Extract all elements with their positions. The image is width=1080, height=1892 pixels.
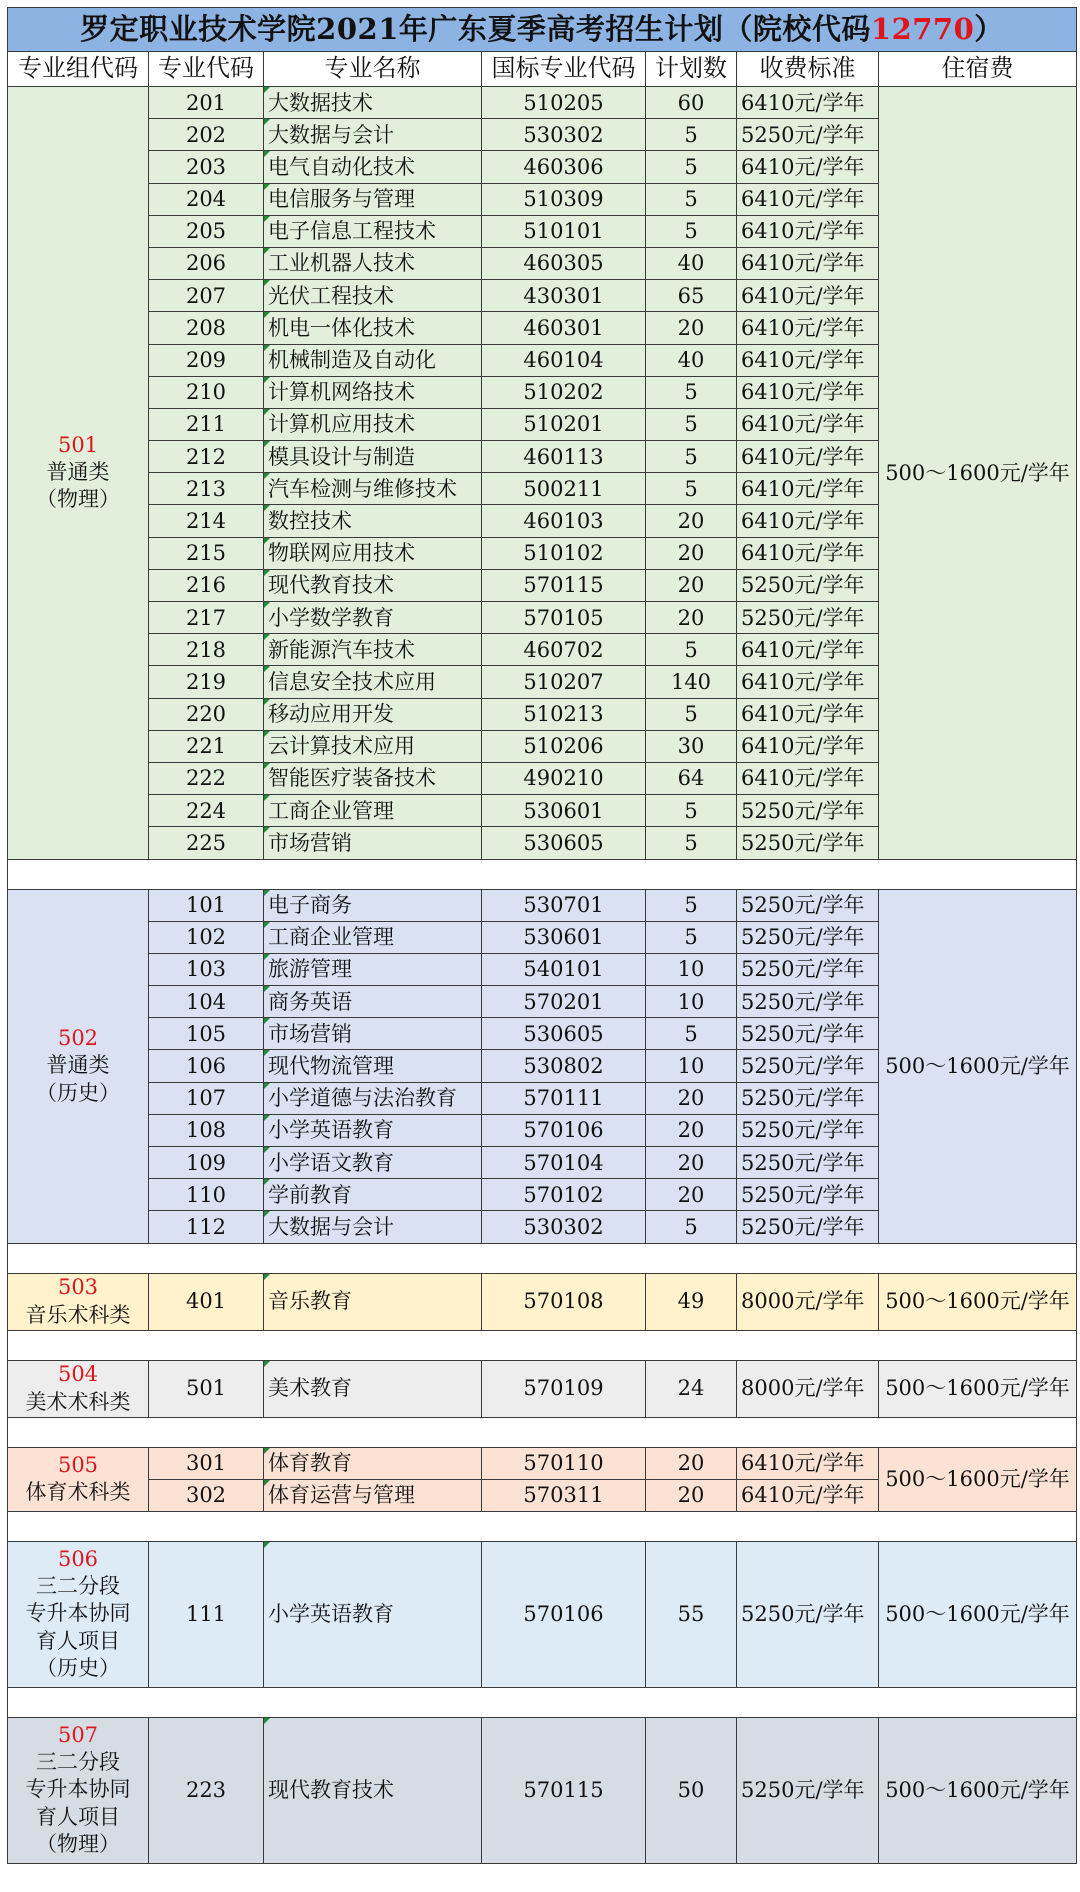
major-code: 206 — [149, 247, 264, 279]
plan-count: 55 — [646, 1541, 737, 1687]
major-code: 204 — [149, 183, 264, 215]
major-name: 汽车检测与维修技术 — [264, 473, 482, 505]
national-code: 500211 — [482, 473, 646, 505]
major-name: 小学数学教育 — [264, 602, 482, 634]
national-code: 530302 — [482, 119, 646, 151]
major-code: 111 — [149, 1541, 264, 1687]
tuition: 5250元/学年 — [737, 1114, 879, 1146]
plan-count: 5 — [646, 183, 737, 215]
group-code: 501 — [57, 432, 99, 457]
major-name: 智能医疗装备技术 — [264, 762, 482, 794]
national-code: 570115 — [482, 1717, 646, 1863]
plan-count: 5 — [646, 119, 737, 151]
national-code: 460702 — [482, 634, 646, 666]
major-name: 市场营销 — [264, 827, 482, 859]
group-code: 505 — [57, 1452, 99, 1477]
major-code: 221 — [149, 730, 264, 762]
major-name: 工商企业管理 — [264, 921, 482, 953]
group-name-line: 育人项目 — [36, 1804, 120, 1829]
major-code: 302 — [149, 1479, 264, 1511]
school-code: 12770 — [870, 11, 975, 46]
group-separator — [8, 1417, 1077, 1447]
national-code: 570106 — [482, 1541, 646, 1687]
national-code: 510202 — [482, 376, 646, 408]
tuition: 8000元/学年 — [737, 1273, 879, 1330]
major-name: 小学英语教育 — [264, 1114, 482, 1146]
table-row — [8, 87, 1077, 119]
tuition: 5250元/学年 — [737, 1147, 879, 1179]
major-name: 音乐教育 — [264, 1273, 482, 1330]
major-code: 101 — [149, 889, 264, 921]
header-national-code: 国标专业代码 — [482, 52, 646, 87]
major-name: 学前教育 — [264, 1179, 482, 1211]
national-code: 510102 — [482, 537, 646, 569]
national-code: 570108 — [482, 1273, 646, 1330]
tuition: 6410元/学年 — [737, 247, 879, 279]
major-name: 计算机网络技术 — [264, 376, 482, 408]
major-name: 小学语文教育 — [264, 1147, 482, 1179]
major-name: 电子商务 — [264, 889, 482, 921]
group-separator — [8, 859, 1077, 889]
major-code: 208 — [149, 312, 264, 344]
major-code: 219 — [149, 666, 264, 698]
plan-count: 20 — [646, 537, 737, 569]
dorm-fee: 500～1600元/学年 — [879, 1447, 1077, 1511]
major-code: 216 — [149, 569, 264, 601]
plan-count: 20 — [646, 569, 737, 601]
plan-count: 20 — [646, 312, 737, 344]
plan-count: 5 — [646, 698, 737, 730]
plan-count: 5 — [646, 1018, 737, 1050]
national-code: 530601 — [482, 921, 646, 953]
tuition: 6410元/学年 — [737, 505, 879, 537]
tuition: 5250元/学年 — [737, 795, 879, 827]
major-code: 501 — [149, 1360, 264, 1417]
group-name-line: （物理） — [36, 487, 120, 512]
plan-count: 5 — [646, 634, 737, 666]
group-cell — [8, 1717, 149, 1863]
plan-count: 20 — [646, 1447, 737, 1479]
major-code: 225 — [149, 827, 264, 859]
major-name: 小学道德与法治教育 — [264, 1082, 482, 1114]
plan-count: 5 — [646, 1211, 737, 1243]
table-row — [8, 1447, 1077, 1479]
plan-count: 5 — [646, 827, 737, 859]
major-code: 214 — [149, 505, 264, 537]
table-row — [8, 1273, 1077, 1330]
tuition: 5250元/学年 — [737, 1541, 879, 1687]
major-name: 计算机应用技术 — [264, 408, 482, 440]
national-code: 460104 — [482, 344, 646, 376]
national-code: 460113 — [482, 441, 646, 473]
major-name: 现代物流管理 — [264, 1050, 482, 1082]
plan-count: 24 — [646, 1360, 737, 1417]
plan-count: 64 — [646, 762, 737, 794]
group-cell — [8, 1447, 149, 1511]
major-name: 体育教育 — [264, 1447, 482, 1479]
plan-count: 5 — [646, 441, 737, 473]
major-name: 数控技术 — [264, 505, 482, 537]
major-code: 105 — [149, 1018, 264, 1050]
tuition: 6410元/学年 — [737, 183, 879, 215]
major-code: 211 — [149, 408, 264, 440]
tuition: 5250元/学年 — [737, 889, 879, 921]
national-code: 570311 — [482, 1479, 646, 1511]
enrollment-plan-sheet — [7, 7, 1077, 1864]
tuition: 6410元/学年 — [737, 537, 879, 569]
national-code: 540101 — [482, 953, 646, 985]
major-name: 工业机器人技术 — [264, 247, 482, 279]
table-row — [8, 1360, 1077, 1417]
group-name-line: 三二分段 — [36, 1574, 120, 1599]
national-code: 530605 — [482, 827, 646, 859]
major-code: 202 — [149, 119, 264, 151]
title-close: ） — [974, 11, 1004, 46]
plan-count: 50 — [646, 1717, 737, 1863]
major-name: 机械制造及自动化 — [264, 344, 482, 376]
tuition: 6410元/学年 — [737, 280, 879, 312]
plan-count: 5 — [646, 921, 737, 953]
major-name: 机电一体化技术 — [264, 312, 482, 344]
tuition: 6410元/学年 — [737, 473, 879, 505]
national-code: 570111 — [482, 1082, 646, 1114]
major-code: 109 — [149, 1147, 264, 1179]
major-code: 215 — [149, 537, 264, 569]
title-row — [8, 8, 1077, 52]
tuition: 6410元/学年 — [737, 762, 879, 794]
national-code: 570102 — [482, 1179, 646, 1211]
group-separator — [8, 1511, 1077, 1541]
tuition: 5250元/学年 — [737, 1018, 879, 1050]
national-code: 530601 — [482, 795, 646, 827]
plan-count: 5 — [646, 376, 737, 408]
plan-count: 10 — [646, 986, 737, 1018]
plan-count: 65 — [646, 280, 737, 312]
major-name: 移动应用开发 — [264, 698, 482, 730]
major-name: 大数据与会计 — [264, 119, 482, 151]
major-code: 205 — [149, 215, 264, 247]
group-name-line: 音乐术科类 — [25, 1302, 131, 1327]
group-separator — [8, 1687, 1077, 1717]
plan-count: 5 — [646, 795, 737, 827]
major-name: 电气自动化技术 — [264, 151, 482, 183]
enrollment-plan-table — [7, 7, 1077, 1864]
plan-count: 5 — [646, 408, 737, 440]
major-code: 217 — [149, 602, 264, 634]
dorm-fee: 500～1600元/学年 — [879, 889, 1077, 1243]
plan-count: 5 — [646, 889, 737, 921]
group-name-line: 专升本协同 — [25, 1601, 131, 1626]
title-text: 罗定职业技术学院2021年广东夏季高考招生计划（院校代码 — [80, 11, 871, 46]
dorm-fee: 500～1600元/学年 — [879, 1273, 1077, 1330]
major-name: 商务英语 — [264, 986, 482, 1018]
tuition: 5250元/学年 — [737, 1211, 879, 1243]
major-code: 110 — [149, 1179, 264, 1211]
header-row — [8, 52, 1077, 87]
national-code: 570104 — [482, 1147, 646, 1179]
national-code: 460305 — [482, 247, 646, 279]
tuition: 6410元/学年 — [737, 312, 879, 344]
major-name: 旅游管理 — [264, 953, 482, 985]
tuition: 6410元/学年 — [737, 344, 879, 376]
national-code: 490210 — [482, 762, 646, 794]
table-row — [8, 1541, 1077, 1687]
national-code: 430301 — [482, 280, 646, 312]
group-name-line: 普通类 — [46, 460, 110, 485]
major-code: 401 — [149, 1273, 264, 1330]
tuition: 5250元/学年 — [737, 827, 879, 859]
plan-count: 30 — [646, 730, 737, 762]
major-code: 106 — [149, 1050, 264, 1082]
group-code: 506 — [57, 1546, 99, 1571]
tuition: 6410元/学年 — [737, 376, 879, 408]
group-name-line: 体育术科类 — [25, 1480, 131, 1505]
plan-count: 10 — [646, 1050, 737, 1082]
dorm-fee: 500～1600元/学年 — [879, 1541, 1077, 1687]
header-major-code: 专业代码 — [149, 52, 264, 87]
blank-row — [8, 1687, 1077, 1717]
major-name: 市场营销 — [264, 1018, 482, 1050]
group-name-line: 育人项目 — [36, 1628, 120, 1653]
plan-count: 20 — [646, 1147, 737, 1179]
major-code: 223 — [149, 1717, 264, 1863]
plan-count: 20 — [646, 1114, 737, 1146]
tuition: 5250元/学年 — [737, 921, 879, 953]
major-name: 新能源汽车技术 — [264, 634, 482, 666]
group-name-line: 专升本协同 — [25, 1777, 131, 1802]
blank-row — [8, 859, 1077, 889]
group-cell — [8, 1541, 149, 1687]
national-code: 510207 — [482, 666, 646, 698]
page-title — [8, 8, 1077, 52]
plan-count: 5 — [646, 215, 737, 247]
major-name: 物联网应用技术 — [264, 537, 482, 569]
national-code: 510205 — [482, 87, 646, 119]
group-cell — [8, 889, 149, 1243]
plan-count: 10 — [646, 953, 737, 985]
plan-count: 5 — [646, 473, 737, 505]
group-cell — [8, 1273, 149, 1330]
national-code: 570201 — [482, 986, 646, 1018]
tuition: 6410元/学年 — [737, 408, 879, 440]
tuition: 6410元/学年 — [737, 698, 879, 730]
blank-row — [8, 1243, 1077, 1273]
tuition: 5250元/学年 — [737, 569, 879, 601]
tuition: 5250元/学年 — [737, 1050, 879, 1082]
blank-row — [8, 1417, 1077, 1447]
group-name-line: （历史） — [36, 1080, 120, 1105]
table-row — [8, 1717, 1077, 1863]
header-dorm-fee: 住宿费 — [879, 52, 1077, 87]
tuition: 5250元/学年 — [737, 986, 879, 1018]
plan-count: 20 — [646, 602, 737, 634]
tuition: 5250元/学年 — [737, 953, 879, 985]
dorm-fee: 500～1600元/学年 — [879, 87, 1077, 860]
major-code: 104 — [149, 986, 264, 1018]
major-code: 108 — [149, 1114, 264, 1146]
group-code: 507 — [57, 1722, 99, 1747]
major-name: 现代教育技术 — [264, 1717, 482, 1863]
tuition: 6410元/学年 — [737, 666, 879, 698]
blank-row — [8, 1330, 1077, 1360]
major-code: 224 — [149, 795, 264, 827]
group-cell — [8, 87, 149, 860]
major-code: 210 — [149, 376, 264, 408]
plan-count: 5 — [646, 151, 737, 183]
plan-count: 40 — [646, 344, 737, 376]
group-separator — [8, 1243, 1077, 1273]
major-name: 模具设计与制造 — [264, 441, 482, 473]
national-code: 510309 — [482, 183, 646, 215]
tuition: 5250元/学年 — [737, 1717, 879, 1863]
tuition: 6410元/学年 — [737, 1479, 879, 1511]
major-name: 云计算技术应用 — [264, 730, 482, 762]
major-name: 电信服务与管理 — [264, 183, 482, 215]
group-name-line: 普通类 — [46, 1053, 110, 1078]
national-code: 530605 — [482, 1018, 646, 1050]
tuition: 6410元/学年 — [737, 634, 879, 666]
major-name: 美术教育 — [264, 1360, 482, 1417]
tuition: 6410元/学年 — [737, 1447, 879, 1479]
major-code: 203 — [149, 151, 264, 183]
table-row — [8, 889, 1077, 921]
tuition: 6410元/学年 — [737, 730, 879, 762]
major-code: 212 — [149, 441, 264, 473]
major-code: 103 — [149, 953, 264, 985]
major-name: 光伏工程技术 — [264, 280, 482, 312]
national-code: 570109 — [482, 1360, 646, 1417]
plan-count: 60 — [646, 87, 737, 119]
header-major-name: 专业名称 — [264, 52, 482, 87]
major-code: 102 — [149, 921, 264, 953]
group-name-line: 美术术科类 — [25, 1389, 131, 1414]
major-name: 现代教育技术 — [264, 569, 482, 601]
plan-count: 49 — [646, 1273, 737, 1330]
tuition: 6410元/学年 — [737, 151, 879, 183]
major-name: 体育运营与管理 — [264, 1479, 482, 1511]
national-code: 510201 — [482, 408, 646, 440]
tuition: 5250元/学年 — [737, 602, 879, 634]
header-group-code: 专业组代码 — [8, 52, 149, 87]
group-code: 502 — [57, 1026, 99, 1051]
header-tuition: 收费标准 — [737, 52, 879, 87]
national-code: 460306 — [482, 151, 646, 183]
major-code: 222 — [149, 762, 264, 794]
major-name: 信息安全技术应用 — [264, 666, 482, 698]
plan-count: 20 — [646, 505, 737, 537]
tuition: 6410元/学年 — [737, 441, 879, 473]
major-code: 107 — [149, 1082, 264, 1114]
tuition: 6410元/学年 — [737, 87, 879, 119]
major-code: 207 — [149, 280, 264, 312]
major-name: 电子信息工程技术 — [264, 215, 482, 247]
national-code: 460301 — [482, 312, 646, 344]
major-code: 209 — [149, 344, 264, 376]
group-code: 503 — [57, 1275, 99, 1300]
plan-count: 140 — [646, 666, 737, 698]
group-separator — [8, 1330, 1077, 1360]
group-name-line: （物理） — [36, 1832, 120, 1856]
tuition: 5250元/学年 — [737, 1179, 879, 1211]
plan-count: 40 — [646, 247, 737, 279]
major-name: 大数据与会计 — [264, 1211, 482, 1243]
national-code: 570115 — [482, 569, 646, 601]
tuition: 5250元/学年 — [737, 1082, 879, 1114]
major-name: 大数据技术 — [264, 87, 482, 119]
national-code: 460103 — [482, 505, 646, 537]
tuition: 6410元/学年 — [737, 215, 879, 247]
group-cell — [8, 1360, 149, 1417]
national-code: 510101 — [482, 215, 646, 247]
major-code: 213 — [149, 473, 264, 505]
major-code: 112 — [149, 1211, 264, 1243]
group-name-line: 三二分段 — [36, 1750, 120, 1775]
national-code: 530302 — [482, 1211, 646, 1243]
group-code: 504 — [57, 1362, 99, 1387]
national-code: 570106 — [482, 1114, 646, 1146]
dorm-fee: 500～1600元/学年 — [879, 1717, 1077, 1863]
major-name: 小学英语教育 — [264, 1541, 482, 1687]
major-code: 220 — [149, 698, 264, 730]
major-code: 301 — [149, 1447, 264, 1479]
group-name-line: （历史） — [36, 1656, 120, 1680]
blank-row — [8, 1511, 1077, 1541]
plan-count: 20 — [646, 1179, 737, 1211]
national-code: 530701 — [482, 889, 646, 921]
major-code: 218 — [149, 634, 264, 666]
tuition: 5250元/学年 — [737, 119, 879, 151]
dorm-fee: 500～1600元/学年 — [879, 1360, 1077, 1417]
header-plan-count: 计划数 — [646, 52, 737, 87]
major-code: 201 — [149, 87, 264, 119]
national-code: 570105 — [482, 602, 646, 634]
major-name: 工商企业管理 — [264, 795, 482, 827]
national-code: 510213 — [482, 698, 646, 730]
national-code: 530802 — [482, 1050, 646, 1082]
national-code: 510206 — [482, 730, 646, 762]
plan-count: 20 — [646, 1479, 737, 1511]
national-code: 570110 — [482, 1447, 646, 1479]
plan-count: 20 — [646, 1082, 737, 1114]
tuition: 8000元/学年 — [737, 1360, 879, 1417]
